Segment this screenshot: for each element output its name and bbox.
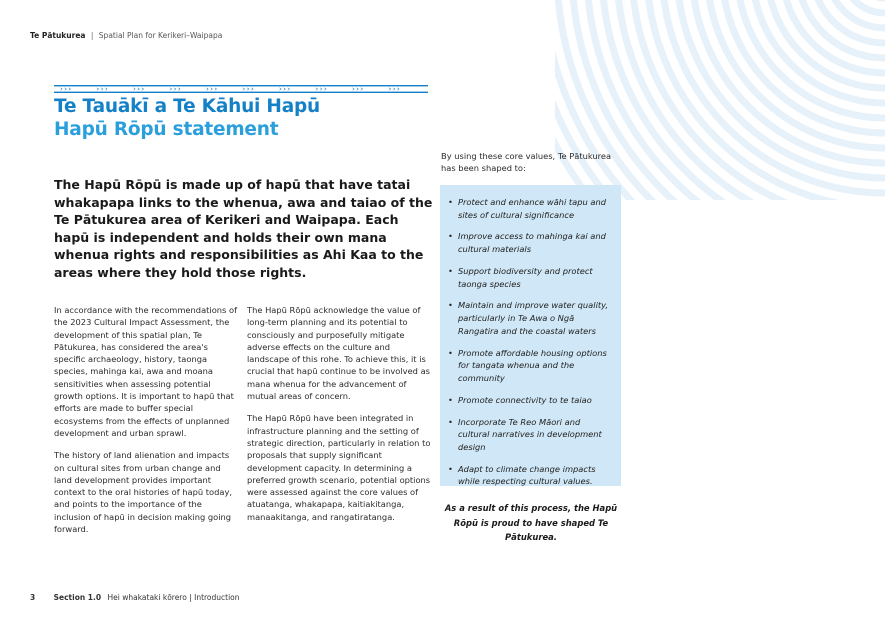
band-chevron	[360, 87, 363, 91]
title-maori: Te Tauākī a Te Kāhui Hapū	[54, 96, 321, 117]
value-item	[448, 265, 609, 290]
band-chevron	[174, 87, 177, 91]
band-chevron	[60, 87, 63, 91]
decorative-band	[54, 84, 428, 94]
core-values-box	[440, 185, 621, 486]
band-chevron	[214, 87, 217, 91]
value-text: Improve access to mahinga kai and cultural materials	[458, 231, 606, 255]
bullet-icon: •	[448, 197, 453, 207]
values-intro: By using these core values, Te Pātukurea has been shaped to:	[441, 151, 612, 174]
value-text: Promote affordable housing options for tangata whenua and the community	[458, 347, 607, 383]
band-chevron	[101, 87, 104, 91]
value-item	[448, 299, 609, 337]
value-item	[448, 347, 609, 385]
value-text: Maintain and improve water quality, particularly in Te Awa o Ngā Rangatira and the coastal waters	[458, 300, 609, 336]
band-chevron	[170, 87, 173, 91]
band-chevron	[320, 87, 323, 91]
band-chevron	[393, 87, 396, 91]
band-chevron	[68, 87, 71, 91]
band-chevron	[247, 87, 250, 91]
band-chevron	[141, 87, 144, 91]
bullet-icon: •	[448, 347, 453, 358]
value-item	[448, 230, 609, 255]
band-chevron	[251, 87, 254, 91]
running-header	[30, 31, 222, 40]
band-chevron	[178, 87, 181, 91]
bullet-icon: •	[448, 300, 453, 311]
band-chevron	[243, 87, 246, 91]
band-chevron	[397, 87, 400, 91]
header-subtitle: Spatial Plan for Kerikeri–Waipapa	[98, 31, 223, 40]
header-brand: Te Pātukurea	[30, 31, 86, 40]
value-text: Incorporate Te Reo Māori and cultural narratives in development design	[458, 416, 602, 452]
band-chevron	[283, 87, 286, 91]
paragraph: The Hapū Rōpū have been integrated in infrastructure planning and the setting of strategic direction, particularly in relation to proposals that supply significant development capacity. In determining a preferred growth scenario, potential options were assessed against the core values of atuatanga, whakapapa, kaitiakitanga, manaakitanga, and rangatiratanga.	[247, 413, 431, 522]
section-label: Section 1.0	[53, 593, 102, 602]
value-text: Protect and enhance wāhi tapu and sites of cultural significance	[458, 197, 606, 220]
paragraph: In accordance with the recommendations of the 2023 Cultural Impact Assessment, the development of this spatial plan, Te Pātukurea, has considered the area's specific archaeology, history, taonga species, mahinga kai, awa and moana sensitivities when assessing potential growth options. It is important to hapū that efforts are made to buffer special ecosystems from the effects of unplanned development and urban sprawl.	[54, 305, 237, 438]
section-description: Hei whakataki kōrero | Introduction	[107, 593, 240, 602]
paragraph: The history of land alienation and impacts on cultural sites from urban change and land development provides important context to the oral histories of hapū today, and points to the importance of the inclusion of hapū in decision making going forward.	[54, 450, 233, 535]
value-text: Support biodiversity and protect taonga species	[458, 265, 593, 289]
band-chevron	[64, 87, 67, 91]
page-number: 3	[30, 593, 36, 602]
band-chevron	[279, 87, 282, 91]
value-text: Adapt to climate change impacts while respecting cultural values.	[458, 463, 596, 487]
band-chevron	[133, 87, 136, 91]
value-item	[448, 196, 609, 221]
bullet-icon: •	[448, 394, 453, 405]
band-chevron	[324, 87, 327, 91]
band-chevron	[97, 87, 100, 91]
running-footer	[30, 593, 240, 602]
values-list	[448, 196, 609, 488]
bullet-icon: •	[448, 265, 453, 276]
header-separator: |	[90, 31, 94, 40]
body-column-1	[54, 304, 240, 545]
value-item	[448, 463, 609, 488]
band-chevron	[287, 87, 290, 91]
bullet-icon: •	[448, 231, 453, 242]
band-chevron	[206, 87, 209, 91]
band-chevron	[210, 87, 213, 91]
band-chevron	[389, 87, 392, 91]
body-column-2	[247, 304, 433, 533]
band-chevron	[356, 87, 359, 91]
band-chevron	[316, 87, 319, 91]
lead-paragraph: The Hapū Rōpū is made up of hapū that have tatai whakapapa links to the whenua, awa and taiao of the Te Pātukurea area of Kerikeri and Waipapa. Each hapū is independent and holds their own mana whenua rights and responsibilities as Ahi Kaa to the areas where they hold those rights.	[54, 177, 433, 280]
title-english: Hapū Rōpū statement	[54, 119, 279, 140]
value-item	[448, 416, 609, 454]
closing-statement: As a result of this process, the Hapū Rōpū is proud to have shaped Te Pātukurea.	[444, 503, 618, 543]
value-text: Promote connectivity to te taiao	[458, 394, 592, 405]
band-chevron	[105, 87, 108, 91]
paragraph: The Hapū Rōpū acknowledge the value of long-term planning and its potential to consciously and purposefully mitigate adverse effects on the culture and landscape of this rohe. To achieve this, it is crucial that hapū continue to be involved as mana whenua for the advancement of mutual areas of concern.	[247, 305, 430, 402]
bullet-icon: •	[448, 416, 453, 427]
band-chevron	[352, 87, 355, 91]
band-chevron	[137, 87, 140, 91]
bullet-icon: •	[448, 463, 453, 474]
value-item	[448, 394, 609, 407]
